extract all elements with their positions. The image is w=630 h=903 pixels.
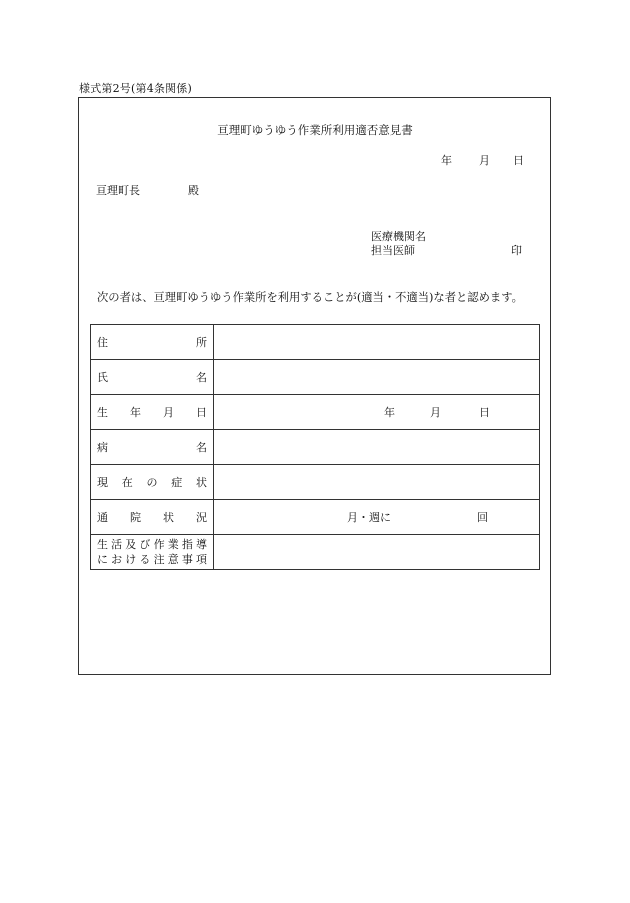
disease-label: 病 名 xyxy=(91,430,214,465)
address-label: 住 所 xyxy=(91,325,214,360)
visit-times-label: 回 xyxy=(477,511,488,524)
visit-frequency-label: 月・週に xyxy=(347,511,391,524)
birthdate-value-cell[interactable] xyxy=(214,395,540,430)
institution-label: 医療機関名 xyxy=(371,230,426,243)
form-number-label: 様式第2号(第4条関係) xyxy=(79,82,192,95)
addressee-name: 亘理町長 xyxy=(96,184,140,197)
birth-month-label: 月 xyxy=(430,406,441,419)
birth-year-label: 年 xyxy=(384,406,395,419)
table-row xyxy=(91,465,540,500)
table-row xyxy=(91,325,540,360)
address-value-cell[interactable] xyxy=(214,325,540,360)
document-title: 亘理町ゆうゆう作業所利用適否意見書 xyxy=(217,123,413,137)
table-row xyxy=(91,430,540,465)
table-row xyxy=(91,535,540,570)
birthdate-label: 生 年 月 日 xyxy=(91,395,214,430)
table-row xyxy=(91,360,540,395)
date-year-label: 年 xyxy=(441,154,452,167)
date-day-label: 日 xyxy=(513,154,524,167)
table-row xyxy=(91,395,540,430)
visit-status-value-cell[interactable] xyxy=(214,500,540,535)
seal-label: 印 xyxy=(511,244,522,257)
current-symptoms-label: 現 在 の 症 状 xyxy=(91,465,214,500)
statement-text: 次の者は、亘理町ゆうゆう作業所を利用することが(適当・不適当)な者と認めます。 xyxy=(97,291,523,304)
name-label: 氏 名 xyxy=(91,360,214,395)
date-month-label: 月 xyxy=(479,154,490,167)
guidance-notes-value-cell[interactable] xyxy=(214,535,540,570)
doctor-label: 担当医師 xyxy=(371,244,415,257)
symptoms-value-cell[interactable] xyxy=(214,465,540,500)
disease-value-cell[interactable] xyxy=(214,430,540,465)
patient-info-table xyxy=(90,324,540,570)
addressee-suffix: 殿 xyxy=(188,184,199,197)
table-row xyxy=(91,500,540,535)
name-value-cell[interactable] xyxy=(214,360,540,395)
guidance-notes-label: 生 活 及 び 作 業 指 導 に お け る 注 意 事 項 xyxy=(91,535,214,570)
visit-status-label: 通 院 状 況 xyxy=(91,500,214,535)
birth-day-label: 日 xyxy=(479,406,490,419)
